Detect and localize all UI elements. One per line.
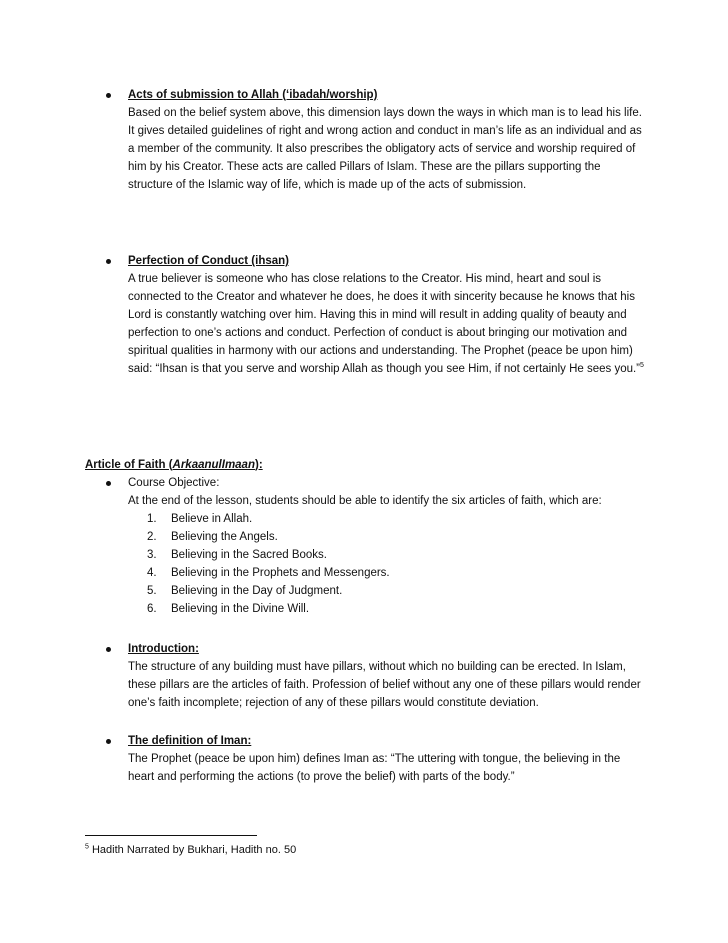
title-italic: ArkaanulImaan [172, 459, 255, 471]
section-body: Based on the belief system above, this dimension lays down the ways in which man is to lead his life. It gives detailed guidelines of right and wrong action and conduct in man’s life as an individual and as a member of the community. It also prescribes the obligatory acts of service and worship required of him by his Creator. These acts are called Pillars of Islam. These are the pillars supporting the structure of the Islamic way of life, which is made up of the acts of submission. [128, 107, 642, 191]
footnote [85, 841, 296, 859]
bullet-icon [106, 481, 111, 486]
title-suffix: ): [254, 459, 263, 471]
list-item: 3. Believing in the Sacred Books. [147, 549, 327, 561]
list-item: 5. Believing in the Day of Judgment. [147, 585, 343, 597]
section-body: A true believer is someone who has close relations to the Creator. His mind, heart and soul is connected to the Creator and whatever he does, he does it with sincerity because he knows that his Lord is constantly watching over him. Having this in mind will result in adding quality of beauty and perfection to one’s actions and conduct. Perfection of conduct is about bringing our motivation and spiritual qualities in harmony with our actions and understanding. The Prophet (peace be upon him) said: “Ihsan is that you serve and worship Allah as though you see Him, if not certainly He sees you.” [128, 273, 641, 375]
bullet-icon [106, 93, 111, 98]
articles-title [85, 456, 263, 474]
section-body: The structure of any building must have pillars, without which no building can be erected. In Islam, these pillars are the articles of faith. Profession of belief without any one of these pillars would render one’s faith incomplete; rejection of any of these pillars would constitute deviation. [128, 661, 641, 709]
objective-label: Course Objective: [128, 477, 220, 489]
footnote-ref: 5 [640, 362, 644, 370]
title-prefix: Article of Faith ( [85, 459, 173, 471]
footnote-separator [85, 835, 257, 836]
objective-intro: At the end of the lesson, students should be able to identify the six articles of faith, which are: [128, 495, 602, 507]
section-heading: Perfection of Conduct (ihsan) [128, 255, 289, 267]
bullet-icon [106, 647, 111, 652]
bullet-icon [106, 259, 111, 264]
bullet-icon [106, 739, 111, 744]
section-body: The Prophet (peace be upon him) defines Iman as: “The uttering with tongue, the believing in the heart and performing the actions (to prove the belief) with parts of the body.” [128, 753, 621, 783]
section-heading: The definition of Iman: [128, 735, 252, 747]
footnote-number: 5 [85, 843, 89, 851]
list-item: 1. Believe in Allah. [147, 513, 253, 525]
section-heading: Introduction: [128, 643, 199, 655]
footnote-text: Hadith Narrated by Bukhari, Hadith no. 50 [88, 844, 297, 856]
list-item: 4. Believing in the Prophets and Messengers. [147, 567, 390, 579]
section-heading: Acts of submission to Allah (‘ibadah/worship) [128, 89, 378, 101]
articles-list [128, 510, 668, 618]
list-item: 2. Believing the Angels. [147, 531, 278, 543]
list-item: 6. Believing in the Divine Will. [147, 603, 310, 615]
